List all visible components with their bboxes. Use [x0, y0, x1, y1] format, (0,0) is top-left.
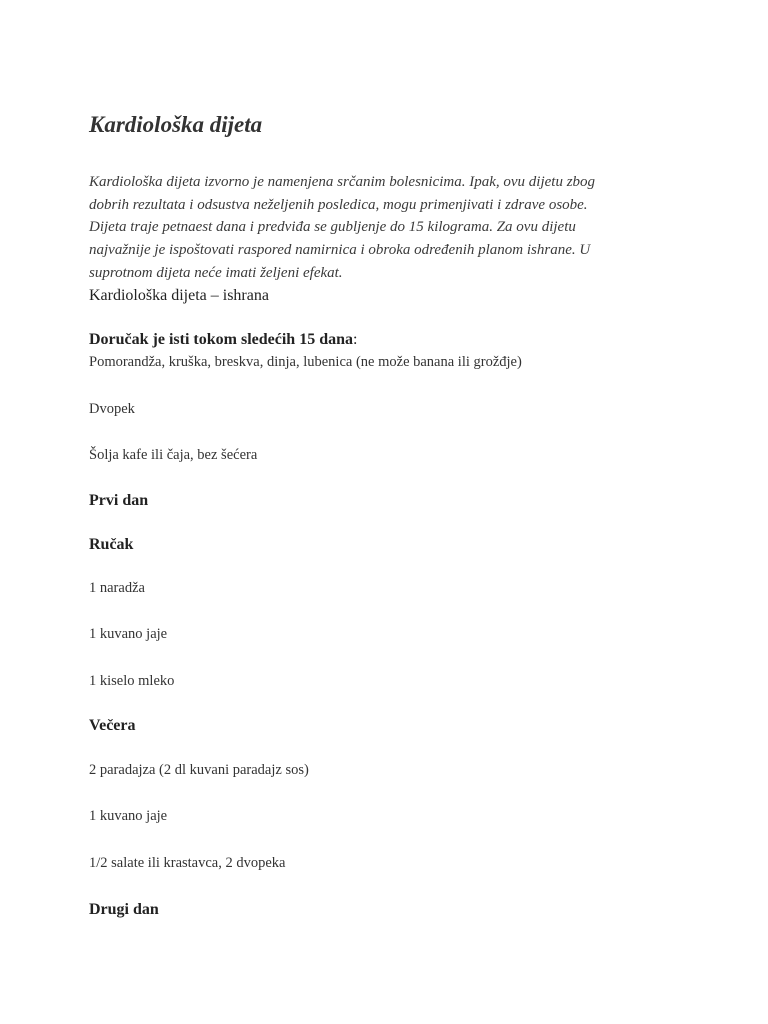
- lunch-item: 1 naradža: [89, 580, 145, 596]
- day1-heading: Prvi dan: [89, 492, 149, 509]
- breakfast-item: Dvopek: [89, 401, 135, 417]
- breakfast-lead: Doručak je isti tokom sledećih 15 dana: [89, 331, 353, 348]
- intro-line: najvažnije je ispoštovati raspored namirnica i obroka određenih planom ishrane. U: [89, 242, 591, 259]
- intro-line: suprotnom dijeta neće imati željeni efekat.: [89, 264, 343, 281]
- lunch-item: 1 kuvano jaje: [89, 626, 168, 642]
- lunch-item: 1 kiselo mleko: [89, 673, 175, 689]
- breakfast-colon: :: [353, 331, 358, 348]
- day1-dinner-heading: Večera: [89, 717, 136, 734]
- intro-line: Dijeta traje petnaest dana i predviđa se gubljenje do 15 kilograma. Za ovu dijetu: [89, 219, 576, 236]
- document-title: Kardiološka dijeta: [89, 112, 263, 137]
- intro-paragraph: [89, 171, 669, 285]
- day1-lunch-heading: Ručak: [89, 536, 134, 553]
- dinner-item: 1 kuvano jaje: [89, 808, 168, 824]
- intro-line: dobrih rezultata i odsustva neželjenih posledica, mogu primenjivati i zdrave osobe.: [89, 196, 588, 213]
- day2-heading: Drugi dan: [89, 901, 159, 918]
- breakfast-item: Pomorandža, kruška, breskva, dinja, lubenica (ne može banana ili grožđje): [89, 354, 522, 370]
- dinner-item: 1/2 salate ili krastavca, 2 dvopeka: [89, 855, 286, 871]
- breakfast-item: Šolja kafe ili čaja, bez šećera: [89, 447, 258, 463]
- section-subtitle: Kardiološka dijeta – ishrana: [89, 287, 269, 304]
- intro-line: Kardiološka dijeta izvorno je namenjena srčanim bolesnicima. Ipak, ovu dijetu zbog: [89, 174, 596, 190]
- dinner-item: 2 paradajza (2 dl kuvani paradajz sos): [89, 762, 309, 778]
- breakfast-heading: [89, 331, 357, 349]
